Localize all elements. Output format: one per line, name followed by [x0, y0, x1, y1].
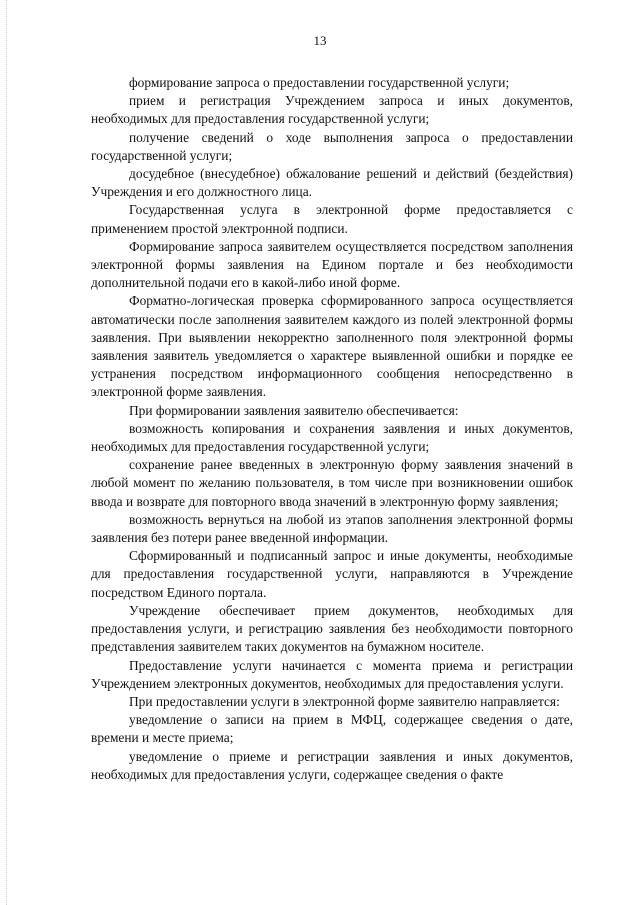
paragraph: При формировании заявления заявителю обеспечивается: — [129, 402, 459, 418]
page-number: 13 — [313, 33, 327, 48]
paragraph: Форматно-логическая проверка сформированного запроса осуществляется автоматически после заполнения заявителем каждого из полей электронной формы заявления. При выявлении некорректно заполненного поля электронной формы заявления заявитель уведомляется о характере выявленной ошибки и порядке ее устранения посредством информационного сообщения непосредственно в электронной форме заявления. — [91, 293, 573, 400]
body-text — [91, 74, 573, 784]
paragraph: При предоставлении услуги в электронной форме заявителю направляется: — [129, 693, 560, 709]
paragraph: Государственная услуга в электронной форме предоставляется с применением простой электронной подписи. — [91, 202, 573, 236]
paragraph: уведомление о записи на прием в МФЦ, содержащее сведения о дате, времени и месте приема; — [91, 712, 573, 746]
paragraph: Предоставление услуги начинается с момента приема и регистрации Учреждением электронных документов, необходимых для предоставления услуги. — [91, 657, 573, 691]
paragraph: Сформированный и подписанный запрос и иные документы, необходимые для предоставления государственной услуги, направляются в Учреждение посредством Единого портала. — [91, 548, 573, 600]
paragraph: досудебное (внесудебное) обжалование решений и действий (бездействия) Учреждения и его должностного лица. — [91, 166, 573, 200]
paragraph: Формирование запроса заявителем осуществляется посредством заполнения электронной формы заявления на Едином портале и без необходимости дополнительной подачи его в какой-либо иной форме. — [91, 238, 573, 291]
paragraph: сохранение ранее введенных в электронную форму заявления значений в любой момент по желанию пользователя, в том числе при возникновении ошибок ввода и возврате для повторного ввода значений в электронную форму заявления; — [91, 457, 573, 509]
paragraph: прием и регистрация Учреждением запроса и иных документов, необходимых для предоставления государственной услуги; — [91, 93, 573, 127]
paragraph: формирование запроса о предоставлении государственной услуги; — [129, 75, 510, 90]
paragraph: возможность вернуться на любой из этапов заполнения электронной формы заявления без потери ранее введенной информации. — [91, 511, 573, 546]
paragraph: уведомление о приеме и регистрации заявления и иных документов, необходимых для предоставления услуги, содержащее сведения о факте — [91, 748, 573, 782]
paragraph: получение сведений о ходе выполнения запроса о предоставлении государственной услуги; — [91, 129, 573, 163]
scan-edge-mark — [6, 0, 8, 905]
paragraph: Учреждение обеспечивает прием документов, необходимых для предоставления услуги, и регистрацию заявления без необходимости повторного представления заявителем таких документов на бумажном носителе. — [91, 602, 573, 655]
paragraph: возможность копирования и сохранения заявления и иных документов, необходимых для предоставления государственной услуги; — [91, 420, 573, 455]
